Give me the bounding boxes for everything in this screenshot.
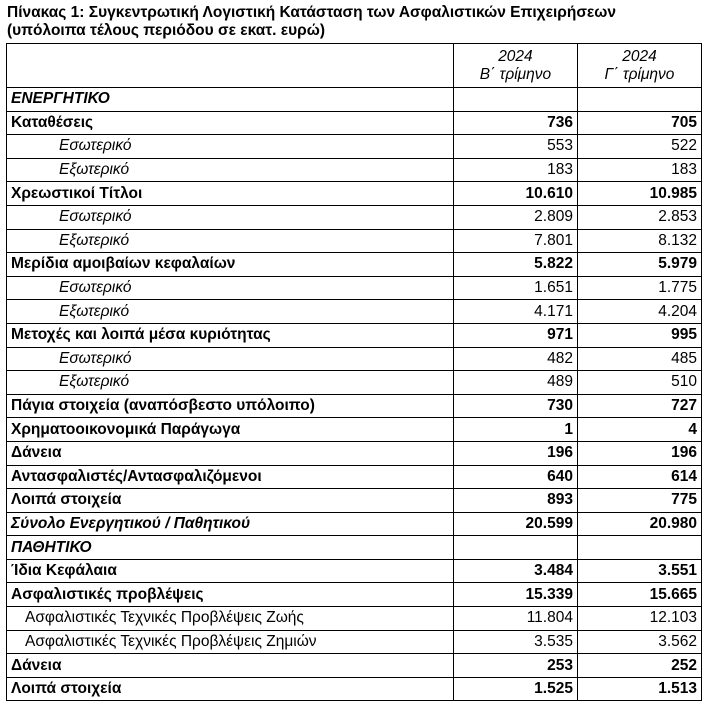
- row-label: Χρεωστικοί Τίτλοι: [7, 182, 454, 206]
- value-q2: 640: [453, 465, 577, 489]
- value-q2: 736: [453, 111, 577, 135]
- row-label: Εξωτερικό: [7, 229, 454, 253]
- table-row: [7, 630, 702, 654]
- value-q2: 1: [453, 418, 577, 442]
- value-q2: [453, 536, 577, 560]
- row-label: Εξωτερικό: [7, 371, 454, 395]
- table-row: [7, 607, 702, 631]
- value-q3: [577, 536, 701, 560]
- total-row: [7, 512, 702, 536]
- table-row: [7, 205, 702, 229]
- value-q3: 2.853: [577, 205, 701, 229]
- table-row: [7, 583, 702, 607]
- value-q2: 489: [453, 371, 577, 395]
- row-label: Εσωτερικό: [7, 276, 454, 300]
- value-q2: 730: [453, 394, 577, 418]
- row-label: Ασφαλιστικές Τεχνικές Προβλέψεις Ζωής: [7, 607, 454, 631]
- title-line-1: Πίνακας 1: Συγκεντρωτική Λογιστική Κατάσταση των Ασφαλιστικών Επιχειρήσεων: [7, 4, 616, 21]
- value-q3: 705: [577, 111, 701, 135]
- row-label: Μερίδια αμοιβαίων κεφαλαίων: [7, 253, 454, 277]
- header-q2-period: Β΄ τρίμηνο: [479, 65, 552, 83]
- value-q3: 775: [577, 489, 701, 513]
- table-row: [7, 465, 702, 489]
- table-row: [7, 253, 702, 277]
- value-q3: 614: [577, 465, 701, 489]
- value-q2: 1.651: [453, 276, 577, 300]
- value-q2: 553: [453, 135, 577, 159]
- header-q3-period: Γ΄ τρίμηνο: [604, 65, 675, 83]
- table-row: [7, 158, 702, 182]
- table-row: [7, 276, 702, 300]
- value-q3: 4.204: [577, 300, 701, 324]
- value-q3: 196: [577, 441, 701, 465]
- value-q2: 3.484: [453, 559, 577, 583]
- row-label: Εσωτερικό: [7, 347, 454, 371]
- value-q3: 995: [577, 323, 701, 347]
- row-label: Ασφαλιστικές Τεχνικές Προβλέψεις Ζημιών: [7, 630, 454, 654]
- value-q3: 3.551: [577, 559, 701, 583]
- value-q3: 252: [577, 654, 701, 678]
- table-row: [7, 559, 702, 583]
- row-label: Καταθέσεις: [7, 111, 454, 135]
- row-label: Αντασφαλιστές/Αντασφαλιζόμενοι: [7, 465, 454, 489]
- row-label: Ίδια Κεφάλαια: [7, 559, 454, 583]
- value-q3: 5.979: [577, 253, 701, 277]
- value-q2: 482: [453, 347, 577, 371]
- value-q2: 893: [453, 489, 577, 513]
- table-row: [7, 347, 702, 371]
- row-label: Εξωτερικό: [7, 158, 454, 182]
- table-row: [7, 418, 702, 442]
- row-label: Χρηματοοικονομικά Παράγωγα: [7, 418, 454, 442]
- value-q3: 485: [577, 347, 701, 371]
- row-label: Μετοχές και λοιπά μέσα κυριότητας: [7, 323, 454, 347]
- row-label: Εξωτερικό: [7, 300, 454, 324]
- row-label: ΠΑΘΗΤΙΚΟ: [7, 536, 454, 560]
- row-label: Λοιπά στοιχεία: [7, 489, 454, 513]
- row-label: ΕΝΕΡΓΗΤΙΚΟ: [7, 88, 454, 112]
- table-row: [7, 654, 702, 678]
- value-q3: 522: [577, 135, 701, 159]
- table-title: [7, 4, 707, 40]
- table-row: [7, 371, 702, 395]
- value-q3: 12.103: [577, 607, 701, 631]
- value-q2: 1.525: [453, 677, 577, 701]
- value-q3: 1.513: [577, 677, 701, 701]
- value-q2: 5.822: [453, 253, 577, 277]
- table-row: [7, 323, 702, 347]
- value-q3: 4: [577, 418, 701, 442]
- value-q3: 510: [577, 371, 701, 395]
- value-q2: 15.339: [453, 583, 577, 607]
- value-q3: 3.562: [577, 630, 701, 654]
- table-row: [7, 111, 702, 135]
- value-q2: 10.610: [453, 182, 577, 206]
- header-q3-year: 2024: [622, 47, 657, 65]
- table-row: [7, 677, 702, 701]
- value-q2: 971: [453, 323, 577, 347]
- balance-sheet-table: [6, 43, 702, 701]
- row-label: Εσωτερικό: [7, 135, 454, 159]
- table-row: [7, 441, 702, 465]
- header-row: [7, 44, 702, 88]
- table-row: [7, 229, 702, 253]
- header-blank-cell: [7, 44, 454, 88]
- title-line-2: (υπόλοιπα τέλους περιόδου σε εκατ. ευρώ): [7, 22, 326, 39]
- value-q2: [453, 88, 577, 112]
- row-label: Δάνεια: [7, 654, 454, 678]
- row-label: Ασφαλιστικές προβλέψεις: [7, 583, 454, 607]
- row-label: Δάνεια: [7, 441, 454, 465]
- value-q2: 253: [453, 654, 577, 678]
- value-q2: 183: [453, 158, 577, 182]
- value-q2: 2.809: [453, 205, 577, 229]
- value-q3: 1.775: [577, 276, 701, 300]
- value-q2: 20.599: [453, 512, 577, 536]
- table-row: [7, 182, 702, 206]
- value-q3: 15.665: [577, 583, 701, 607]
- table-row: [7, 394, 702, 418]
- value-q2: 4.171: [453, 300, 577, 324]
- header-q2: [453, 44, 577, 88]
- table-row: [7, 300, 702, 324]
- header-q3: [577, 44, 701, 88]
- table-row: [7, 489, 702, 513]
- row-label: Εσωτερικό: [7, 205, 454, 229]
- value-q2: 196: [453, 441, 577, 465]
- value-q3: 20.980: [577, 512, 701, 536]
- header-q2-year: 2024: [498, 47, 533, 65]
- row-label: Σύνολο Ενεργητικού / Παθητικού: [7, 512, 454, 536]
- section-row-liabilities: [7, 536, 702, 560]
- value-q3: 183: [577, 158, 701, 182]
- value-q3: [577, 88, 701, 112]
- value-q3: 8.132: [577, 229, 701, 253]
- value-q2: 7.801: [453, 229, 577, 253]
- table-row: [7, 135, 702, 159]
- value-q2: 11.804: [453, 607, 577, 631]
- row-label: Λοιπά στοιχεία: [7, 677, 454, 701]
- value-q3: 727: [577, 394, 701, 418]
- section-row-assets: [7, 88, 702, 112]
- value-q3: 10.985: [577, 182, 701, 206]
- value-q2: 3.535: [453, 630, 577, 654]
- row-label: Πάγια στοιχεία (αναπόσβεστο υπόλοιπο): [7, 394, 454, 418]
